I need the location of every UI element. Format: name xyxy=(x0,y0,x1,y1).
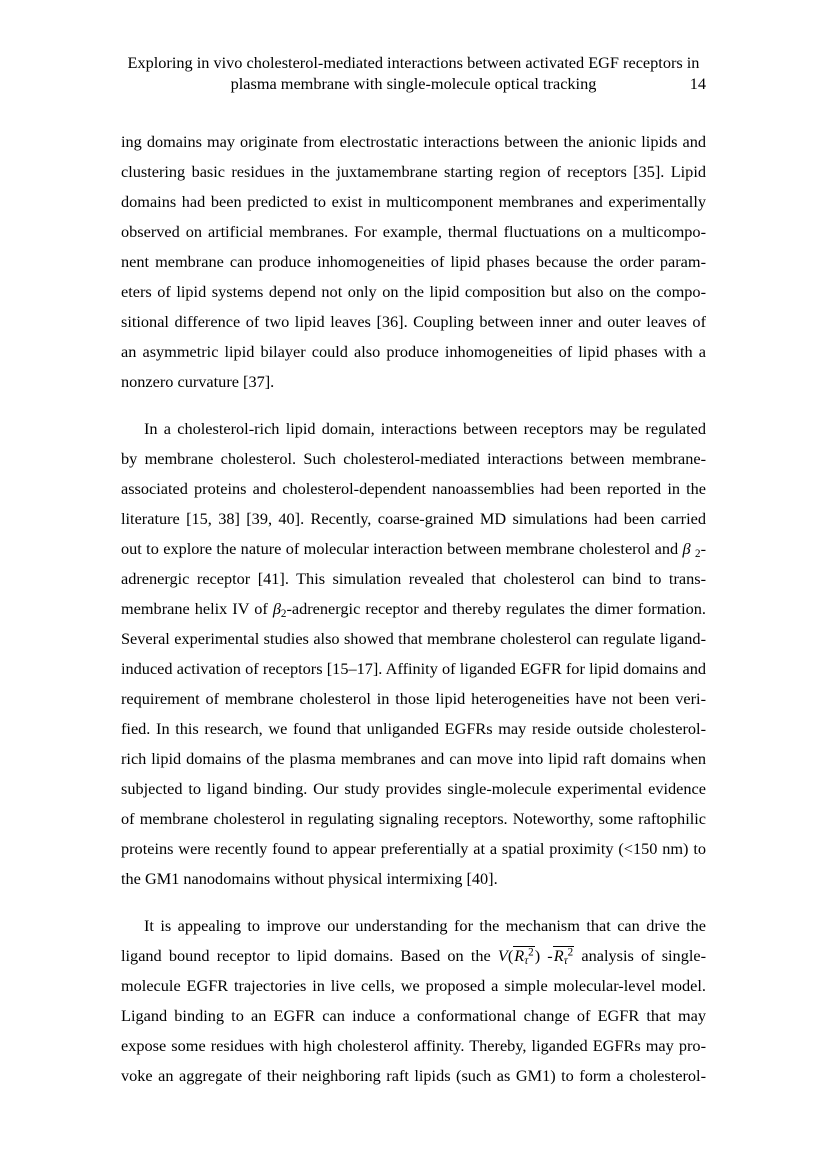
text-line: by membrane cholesterol. Such cholesterol-mediated interactions between membrane- xyxy=(121,449,706,468)
overline-math: $R_\tau^2$ xyxy=(553,946,574,968)
text-line: proteins were recently found to appear preferentially at a spatial proximity (<150 nm) to xyxy=(121,839,706,858)
text-line: It is appealing to improve our understanding for the mechanism that can drive the xyxy=(144,916,706,935)
text-line: Ligand binding to an EGFR can induce a conformational change of EGFR that may xyxy=(121,1006,706,1025)
text-line: clustering basic residues in the juxtamembrane starting region of receptors [35]. Lipid xyxy=(121,162,706,181)
text-line: nonzero curvature [37]. xyxy=(121,372,275,391)
text-line: rich lipid domains of the plasma membranes and can move into lipid raft domains when xyxy=(121,749,706,768)
text-line: subjected to ligand binding. Our study provides single-molecule experimental evidence xyxy=(121,779,706,798)
text-line: fied. In this research, we found that unliganded EGFRs may reside outside cholesterol- xyxy=(121,719,706,738)
text-line: nent membrane can produce inhomogeneities of lipid phases because the order param- xyxy=(121,252,706,271)
text-line: literature [15, 38] [39, 40]. Recently, coarse-grained MD simulations had been carried xyxy=(121,509,706,528)
text-line: ing domains may originate from electrostatic interactions between the anionic lipids and xyxy=(121,132,706,151)
text-line: out to explore the nature of molecular interaction between membrane cholesterol and β $_2$- xyxy=(121,539,706,561)
running-title-line-1: Exploring in vivo cholesterol-mediated interactions between activated EGF receptors in xyxy=(127,53,700,72)
text-line: domains had been predicted to exist in multicomponent membranes and experimentally xyxy=(121,192,706,211)
paragraph xyxy=(121,414,706,894)
paragraph xyxy=(121,127,706,397)
text-line: induced activation of receptors [15–17]. Affinity of liganded EGFR for lipid domains and xyxy=(121,659,706,678)
text-line: associated proteins and cholesterol-dependent nanoassemblies had been reported in the xyxy=(121,479,706,498)
text-line: molecule EGFR trajectories in live cells, we proposed a simple molecular-level model. xyxy=(121,976,706,995)
text-line: Several experimental studies also showed that membrane cholesterol can regulate ligand- xyxy=(121,629,706,648)
text-line: sitional difference of two lipid leaves [36]. Coupling between inner and outer leaves of xyxy=(121,312,706,331)
text-line: In a cholesterol-rich lipid domain, interactions between receptors may be regulated xyxy=(144,419,706,438)
text-line: an asymmetric lipid bilayer could also produce inhomogeneities of lipid phases with a xyxy=(121,342,706,361)
text-line: ligand bound receptor to lipid domains. Based on the $V(R_\tau^2)$ $-R_\tau^2$ analysis of single- xyxy=(121,946,706,968)
text-line: voke an aggregate of their neighboring raft lipids (such as GM1) to form a cholesterol- xyxy=(121,1066,706,1085)
text-line: of membrane cholesterol in regulating signaling receptors. Noteworthy, some raftophilic xyxy=(121,809,706,828)
text-line: requirement of membrane cholesterol in those lipid heterogeneities have not been veri- xyxy=(121,689,706,708)
text-line: the GM1 nanodomains without physical intermixing [40]. xyxy=(121,869,498,888)
text-line: adrenergic receptor [41]. This simulation revealed that cholesterol can bind to trans- xyxy=(121,569,706,588)
overline-math: $R_\tau^2$ xyxy=(514,946,534,968)
text-line: membrane helix IV of $\beta_2$-adrenergic receptor and thereby regulates the dimer formation. xyxy=(121,599,706,621)
page-number: 14 xyxy=(689,74,706,93)
text-line: eters of lipid systems depend not only on the lipid composition but also on the compo- xyxy=(121,282,706,301)
running-title-line-2: plasma membrane with single-molecule optical tracking xyxy=(230,74,597,93)
page-header xyxy=(121,52,706,94)
text-line: observed on artificial membranes. For example, thermal fluctuations on a multicompo- xyxy=(121,222,706,241)
text-line: expose some residues with high cholesterol affinity. Thereby, liganded EGFRs may pro- xyxy=(121,1036,706,1055)
paragraph xyxy=(121,911,706,1091)
page-body xyxy=(121,127,706,1091)
